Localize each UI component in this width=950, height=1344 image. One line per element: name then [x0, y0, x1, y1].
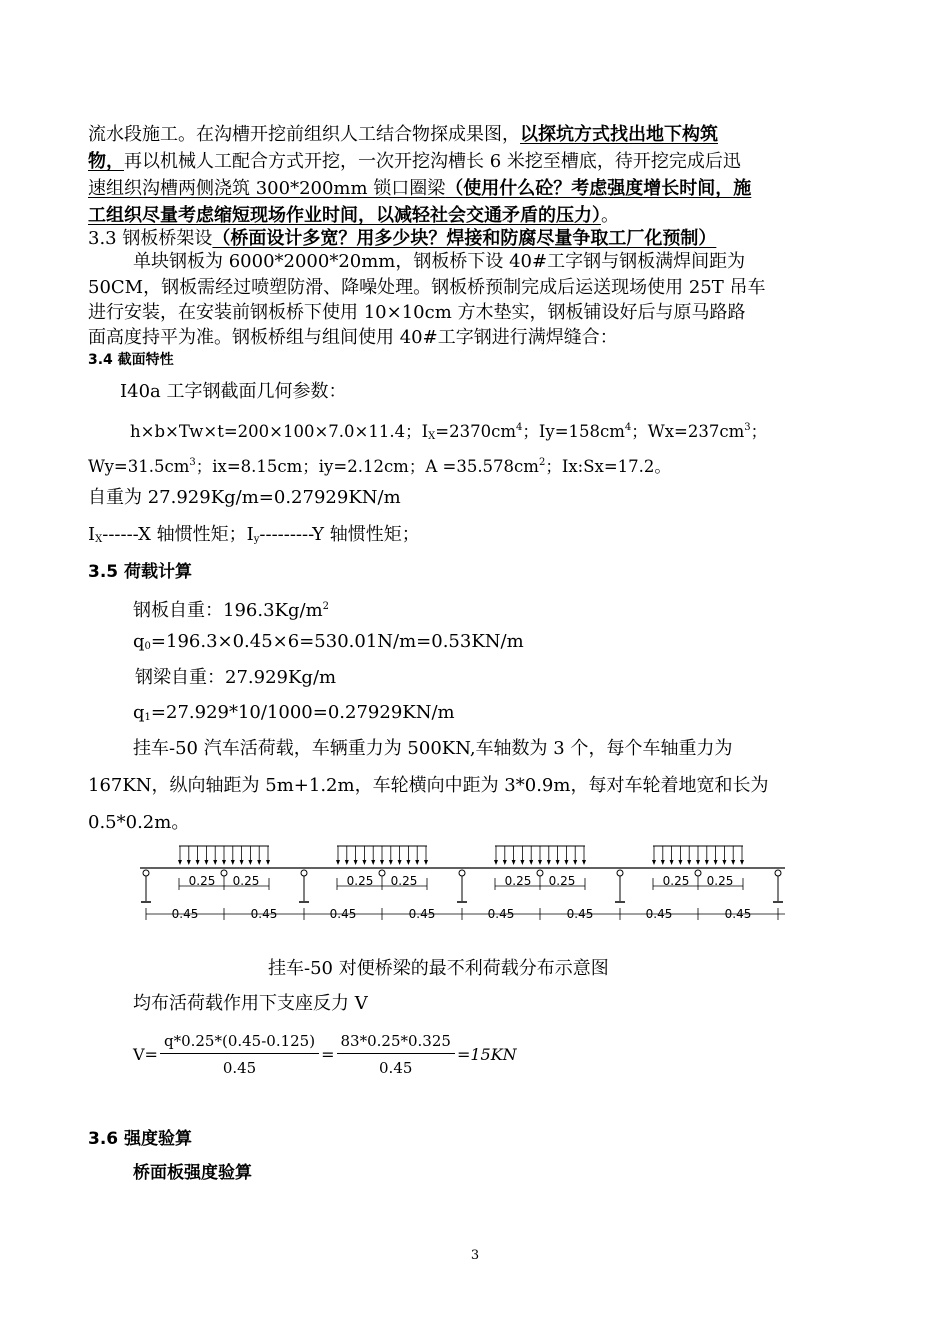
- text: 4: [624, 422, 632, 433]
- load-arrow-head: [503, 860, 507, 865]
- span-label-0.45: 0.45: [487, 907, 515, 921]
- s33-line-3: 进行安装，在安装前钢板桥下使用 10×10cm 方木垫实，钢板铺设好后与原马路路: [88, 302, 746, 323]
- s35-live-line-1: 挂车-50 汽车活荷载，车辆重力为 500KN,车轴数为 3 个，每个车轴重力为: [133, 738, 733, 759]
- load-distribution-diagram: [140, 838, 790, 930]
- load-arrow-head: [371, 860, 375, 865]
- load-arrow-head: [354, 860, 358, 865]
- load-arrow-head: [398, 860, 402, 865]
- text: ；ix=8.15cm；iy=2.12cm；A =35.578cm: [195, 457, 539, 476]
- s33-line-2: 50CM，钢板需经过喷塑防滑、降噪处理。钢板桥预制完成后运送现场使用 25T 吊车: [88, 277, 766, 298]
- section-3-3-heading: [88, 228, 716, 250]
- load-arrow-head: [406, 860, 410, 865]
- text: ---------Y 轴惯性矩；: [259, 524, 420, 545]
- load-arrow-head: [529, 860, 533, 865]
- load-arrow-head: [231, 860, 235, 865]
- load-arrow-head: [714, 860, 718, 865]
- span-label-0.45: 0.45: [250, 907, 278, 921]
- span-label-0.45: 0.45: [724, 907, 752, 921]
- s33-line-4: 面高度持平为准。钢板桥组与组间使用 40#工字钢进行满焊缝合：: [88, 327, 618, 348]
- section-3-5-heading: 3.5 荷载计算: [88, 562, 193, 582]
- center-hinge: [221, 870, 227, 876]
- numerator: 83*0.25*0.325: [337, 1032, 455, 1054]
- load-arrow-head: [415, 860, 419, 865]
- text: I: [246, 524, 254, 545]
- hinge: [459, 870, 465, 876]
- load-arrow-head: [556, 860, 560, 865]
- load-arrow-head: [345, 860, 349, 865]
- load-arrow-head: [722, 860, 726, 865]
- formula-result: =15KN: [456, 1045, 517, 1064]
- dim-label-0.25: 0.25: [504, 874, 532, 888]
- text: ；Ix:Sx=17.2。: [545, 457, 671, 476]
- hinge: [143, 870, 149, 876]
- dim-label-0.25: 0.25: [548, 874, 576, 888]
- section-3-6-subheading: 桥面板强度验算: [133, 1163, 252, 1183]
- text: =196.3×0.45×6=530.01N/m=0.53KN/m: [150, 631, 524, 652]
- fraction-2: [337, 1032, 455, 1077]
- text: 2: [322, 601, 330, 612]
- s35-q0: [133, 631, 524, 658]
- text: 1: [144, 712, 151, 723]
- s34-self-weight: 自重为 27.929Kg/m=0.27929KN/m: [88, 487, 401, 508]
- dim-label-0.25: 0.25: [232, 874, 260, 888]
- load-arrow-head: [213, 860, 217, 865]
- load-arrow-head: [670, 860, 674, 865]
- s34-params-line-2: [88, 452, 671, 478]
- load-arrow-head: [661, 860, 665, 865]
- s35-q1: [133, 702, 455, 729]
- text: 0: [144, 641, 151, 652]
- load-arrow-head: [564, 860, 568, 865]
- highlight-text: 以探坑方式找出地下构筑: [520, 124, 718, 145]
- formula-lhs: V=: [133, 1045, 158, 1064]
- center-hinge: [695, 870, 701, 876]
- load-arrow-head: [687, 860, 691, 865]
- text: 流水段施工。在沟槽开挖前组织人工结合物探成果图，: [88, 124, 520, 145]
- page-number: 3: [470, 1248, 480, 1263]
- load-arrow-head: [424, 860, 428, 865]
- text: q: [133, 702, 145, 723]
- s35-plate-weight: [133, 596, 329, 622]
- load-arrow-head: [573, 860, 577, 865]
- text: =27.929*10/1000=0.27929KN/m: [150, 702, 455, 723]
- load-arrow-head: [240, 860, 244, 865]
- text: 3: [744, 422, 751, 433]
- para-line-2: [88, 151, 741, 173]
- load-arrow-head: [696, 860, 700, 865]
- heading-text: 3.3 钢板桥架设: [88, 228, 213, 249]
- text: Wy=31.5cm: [88, 457, 190, 476]
- load-arrow-head: [740, 860, 744, 865]
- text: 2: [538, 457, 546, 468]
- numerator: q*0.25*(0.45-0.125): [160, 1032, 319, 1054]
- load-arrow-head: [512, 860, 516, 865]
- s34-intro: I40a 工字钢截面几何参数：: [120, 381, 347, 402]
- heading-note: （桥面设计多宽？用多少块？焊接和防腐尽量争取工厂化预制）: [212, 228, 717, 249]
- hinge: [617, 870, 623, 876]
- load-arrow-head: [336, 860, 340, 865]
- s33-line-1: 单块钢板为 6000*2000*20mm，钢板桥下设 40#工字钢与钢板满焊间距为: [133, 251, 746, 272]
- center-hinge: [537, 870, 543, 876]
- load-arrow-head: [731, 860, 735, 865]
- hinge: [301, 870, 307, 876]
- dim-label-0.25: 0.25: [706, 874, 734, 888]
- load-arrow-head: [705, 860, 709, 865]
- load-arrow-head: [222, 860, 226, 865]
- text: 4: [515, 422, 523, 433]
- text: ；: [750, 422, 768, 441]
- s35-live-line-2: 167KN，纵向轴距为 5m+1.2m，车轮横向中距为 3*0.9m，每对车轮着地宽和长为: [88, 775, 769, 796]
- dim-label-0.25: 0.25: [662, 874, 690, 888]
- text: ；Wx=237cm: [631, 422, 745, 441]
- span-label-0.45: 0.45: [566, 907, 594, 921]
- span-label-0.45: 0.45: [329, 907, 357, 921]
- text: 3: [189, 457, 196, 468]
- load-arrow-head: [196, 860, 200, 865]
- load-arrow-head: [257, 860, 261, 865]
- text: 再以机械人工配合方式开挖，一次开挖沟槽长 6 米挖至槽底，待开挖完成后迅: [124, 151, 741, 172]
- highlight-text: 物，: [88, 151, 124, 172]
- load-arrow-head: [266, 860, 270, 865]
- load-arrow-head: [652, 860, 656, 865]
- s35-live-line-3: 0.5*0.2m。: [88, 812, 190, 833]
- reaction-formula: [133, 1032, 517, 1077]
- highlight-text: 工组织尽量考虑缩短现场作业时间，以减轻社会交通矛盾的压力）: [88, 205, 601, 226]
- text: I: [88, 524, 96, 545]
- dim-label-0.25: 0.25: [346, 874, 374, 888]
- text: ；Iy=158cm: [522, 422, 625, 441]
- s35-beam-weight: 钢梁自重：27.929Kg/m: [135, 667, 337, 688]
- highlight-text: （使用什么砼？考虑强度增长时间，施: [445, 178, 752, 199]
- section-3-4-heading: 3.4 截面特性: [88, 352, 174, 368]
- denominator: 0.45: [379, 1059, 413, 1077]
- text: y: [253, 534, 260, 545]
- load-arrow-head: [538, 860, 542, 865]
- text: q: [133, 631, 145, 652]
- load-arrow-head: [520, 860, 524, 865]
- text: I: [421, 422, 429, 441]
- s34-params-line-1: [130, 417, 767, 448]
- text: 速组织沟槽两侧浇筑 300*200mm 锁口圈梁: [88, 178, 446, 199]
- load-arrow-head: [547, 860, 551, 865]
- span-label-0.45: 0.45: [408, 907, 436, 921]
- load-arrow-head: [582, 860, 586, 865]
- hinge: [775, 870, 781, 876]
- text: h×b×Tw×t=200×100×7.0×11.4；: [130, 422, 422, 441]
- dim-label-0.25: 0.25: [390, 874, 418, 888]
- denominator: 0.45: [222, 1059, 257, 1077]
- fraction-1: [160, 1032, 319, 1077]
- span-label-0.45: 0.45: [171, 907, 199, 921]
- load-arrow-head: [389, 860, 393, 865]
- load-arrow-head: [362, 860, 366, 865]
- section-3-6-heading: 3.6 强度验算: [88, 1129, 193, 1149]
- text: 。: [601, 205, 619, 226]
- para-line-4: [88, 205, 619, 227]
- center-hinge: [379, 870, 385, 876]
- text: X: [95, 534, 103, 545]
- equals: =: [321, 1045, 335, 1064]
- para-line-3: [88, 178, 751, 200]
- text: ------X 轴惯性矩；: [102, 524, 247, 545]
- s34-definitions: [88, 524, 420, 551]
- dim-label-0.25: 0.25: [188, 874, 216, 888]
- load-arrow-head: [204, 860, 208, 865]
- load-arrow-head: [678, 860, 682, 865]
- load-arrow-head: [380, 860, 384, 865]
- text: X: [428, 431, 436, 442]
- para-line-1: [88, 124, 718, 146]
- reaction-intro: 均布活荷载作用下支座反力 V: [133, 993, 368, 1014]
- load-arrow-head: [248, 860, 252, 865]
- load-arrow-head: [178, 860, 182, 865]
- diagram-caption: 挂车-50 对便桥梁的最不利荷载分布示意图: [268, 958, 609, 979]
- load-arrow-head: [494, 860, 498, 865]
- text: =2370cm: [435, 422, 516, 441]
- span-label-0.45: 0.45: [645, 907, 673, 921]
- load-arrow-head: [187, 860, 191, 865]
- text: 钢板自重：196.3Kg/m: [133, 600, 323, 621]
